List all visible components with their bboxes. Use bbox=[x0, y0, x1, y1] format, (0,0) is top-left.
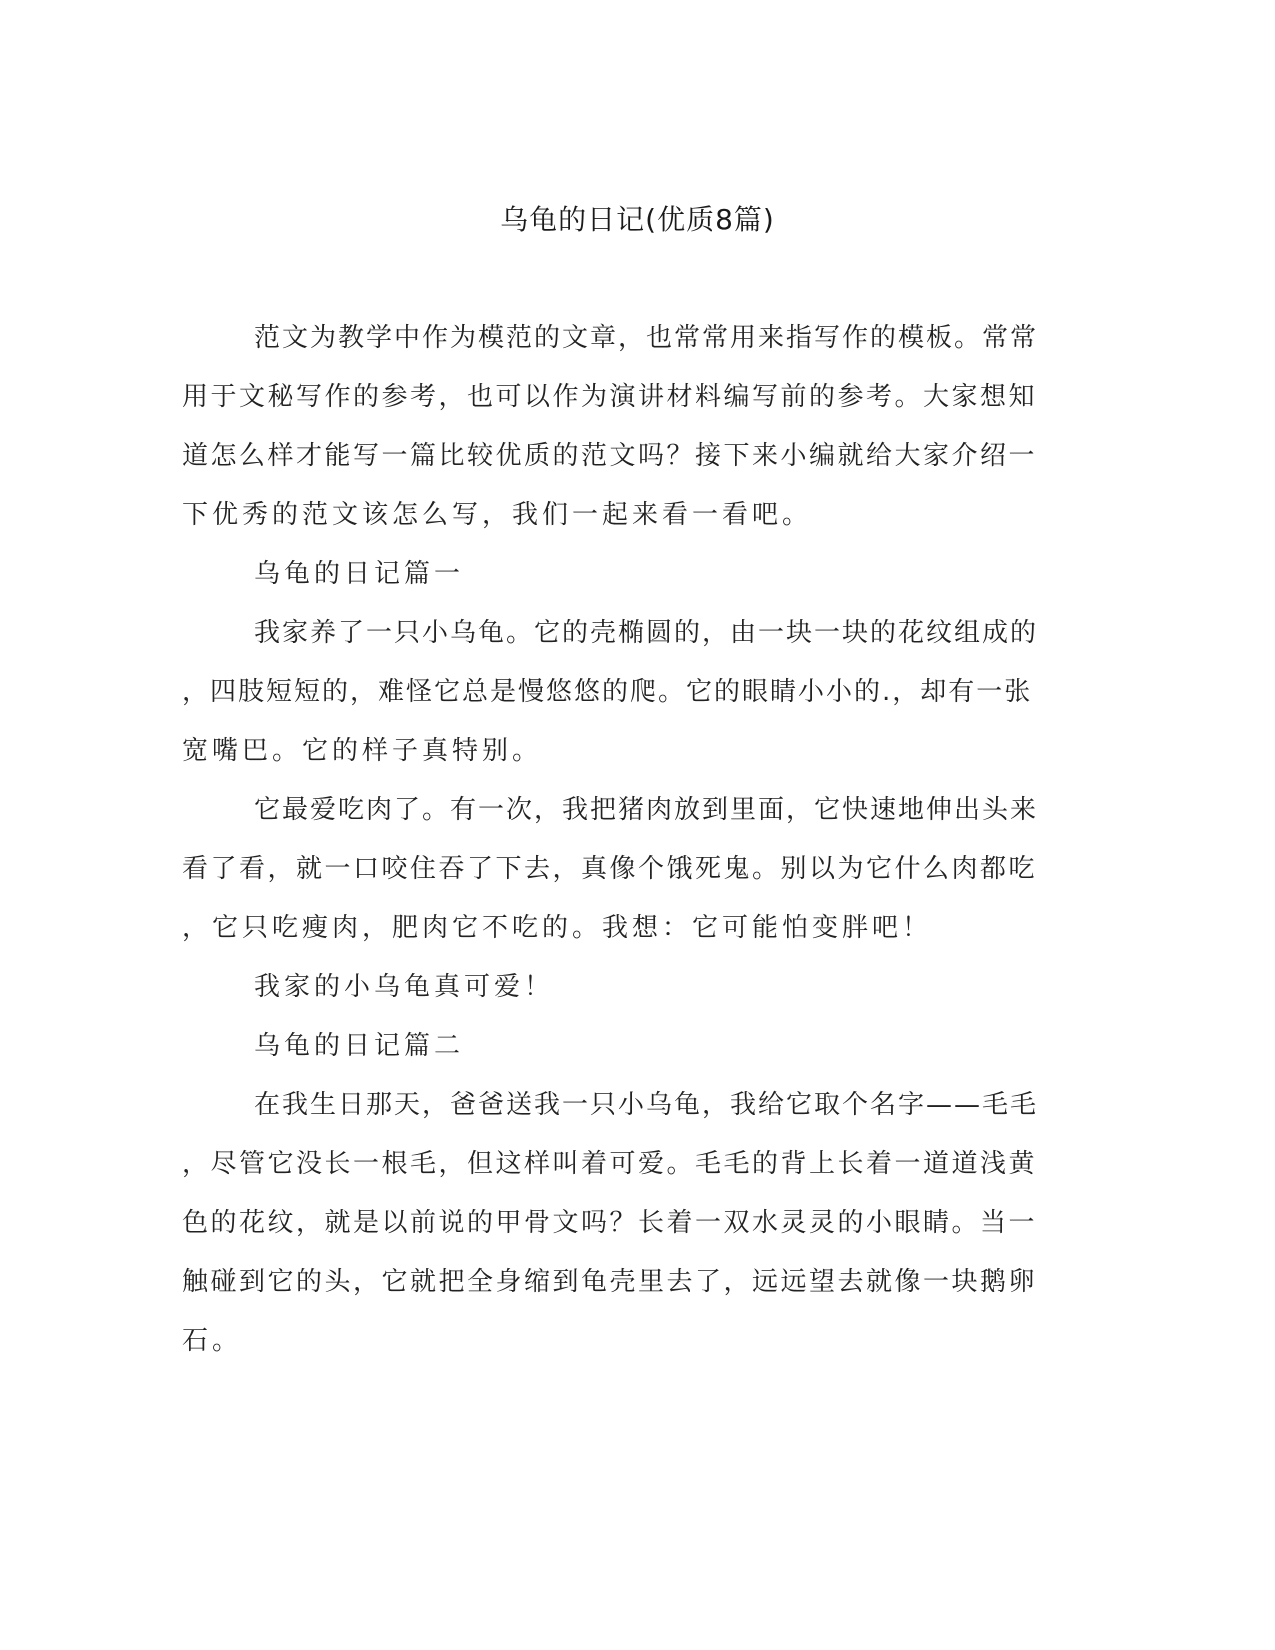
text-line: 我家养了一只小乌龟。它的壳椭圆的，由一块一块的花纹组成的 bbox=[254, 618, 1039, 648]
document-body bbox=[182, 318, 1042, 1380]
document-title: 乌龟的日记(优质8篇) bbox=[500, 203, 775, 236]
text-line: ，它只吃瘦肉，肥肉它不吃的。我想：它可能怕变胖吧！ bbox=[182, 913, 933, 943]
text-line: ，尽管它没长一根毛，但这样叫着可爱。毛毛的背上长着一道道浅黄 bbox=[182, 1149, 1038, 1179]
text-line: 乌龟的日记篇二 bbox=[254, 1031, 465, 1061]
text-line: 宽嘴巴。它的样子真特别。 bbox=[182, 736, 543, 766]
text-line: 看了看，就一口咬住吞了下去，真像个饿死鬼。别以为它什么肉都吃 bbox=[182, 854, 1038, 884]
text-line: 触碰到它的头，它就把全身缩到龟壳里去了，远远望去就像一块鹅卵 bbox=[182, 1267, 1038, 1297]
text-line: 在我生日那天，爸爸送我一只小乌龟，我给它取个名字——毛毛 bbox=[254, 1090, 1039, 1120]
text-line: 色的花纹，就是以前说的甲骨文吗？长着一双水灵灵的小眼睛。当一 bbox=[182, 1208, 1038, 1238]
text-line: ，四肢短短的，难怪它总是慢悠悠的爬。它的眼睛小小的.，却有一张 bbox=[182, 677, 1033, 707]
text-line: 下优秀的范文该怎么写，我们一起来看一看吧。 bbox=[182, 500, 813, 530]
text-line: 用于文秘写作的参考，也可以作为演讲材料编写前的参考。大家想知 bbox=[182, 382, 1038, 412]
text-line: 乌龟的日记篇一 bbox=[254, 559, 465, 589]
text-line: 我家的小乌龟真可爱！ bbox=[254, 972, 555, 1002]
text-line: 石。 bbox=[182, 1326, 243, 1356]
text-line: 范文为教学中作为模范的文章，也常常用来指写作的模板。常常 bbox=[254, 323, 1039, 353]
text-line: 道怎么样才能写一篇比较优质的范文吗？接下来小编就给大家介绍一 bbox=[182, 441, 1038, 471]
text-line: 它最爱吃肉了。有一次，我把猪肉放到里面，它快速地伸出头来 bbox=[254, 795, 1039, 825]
